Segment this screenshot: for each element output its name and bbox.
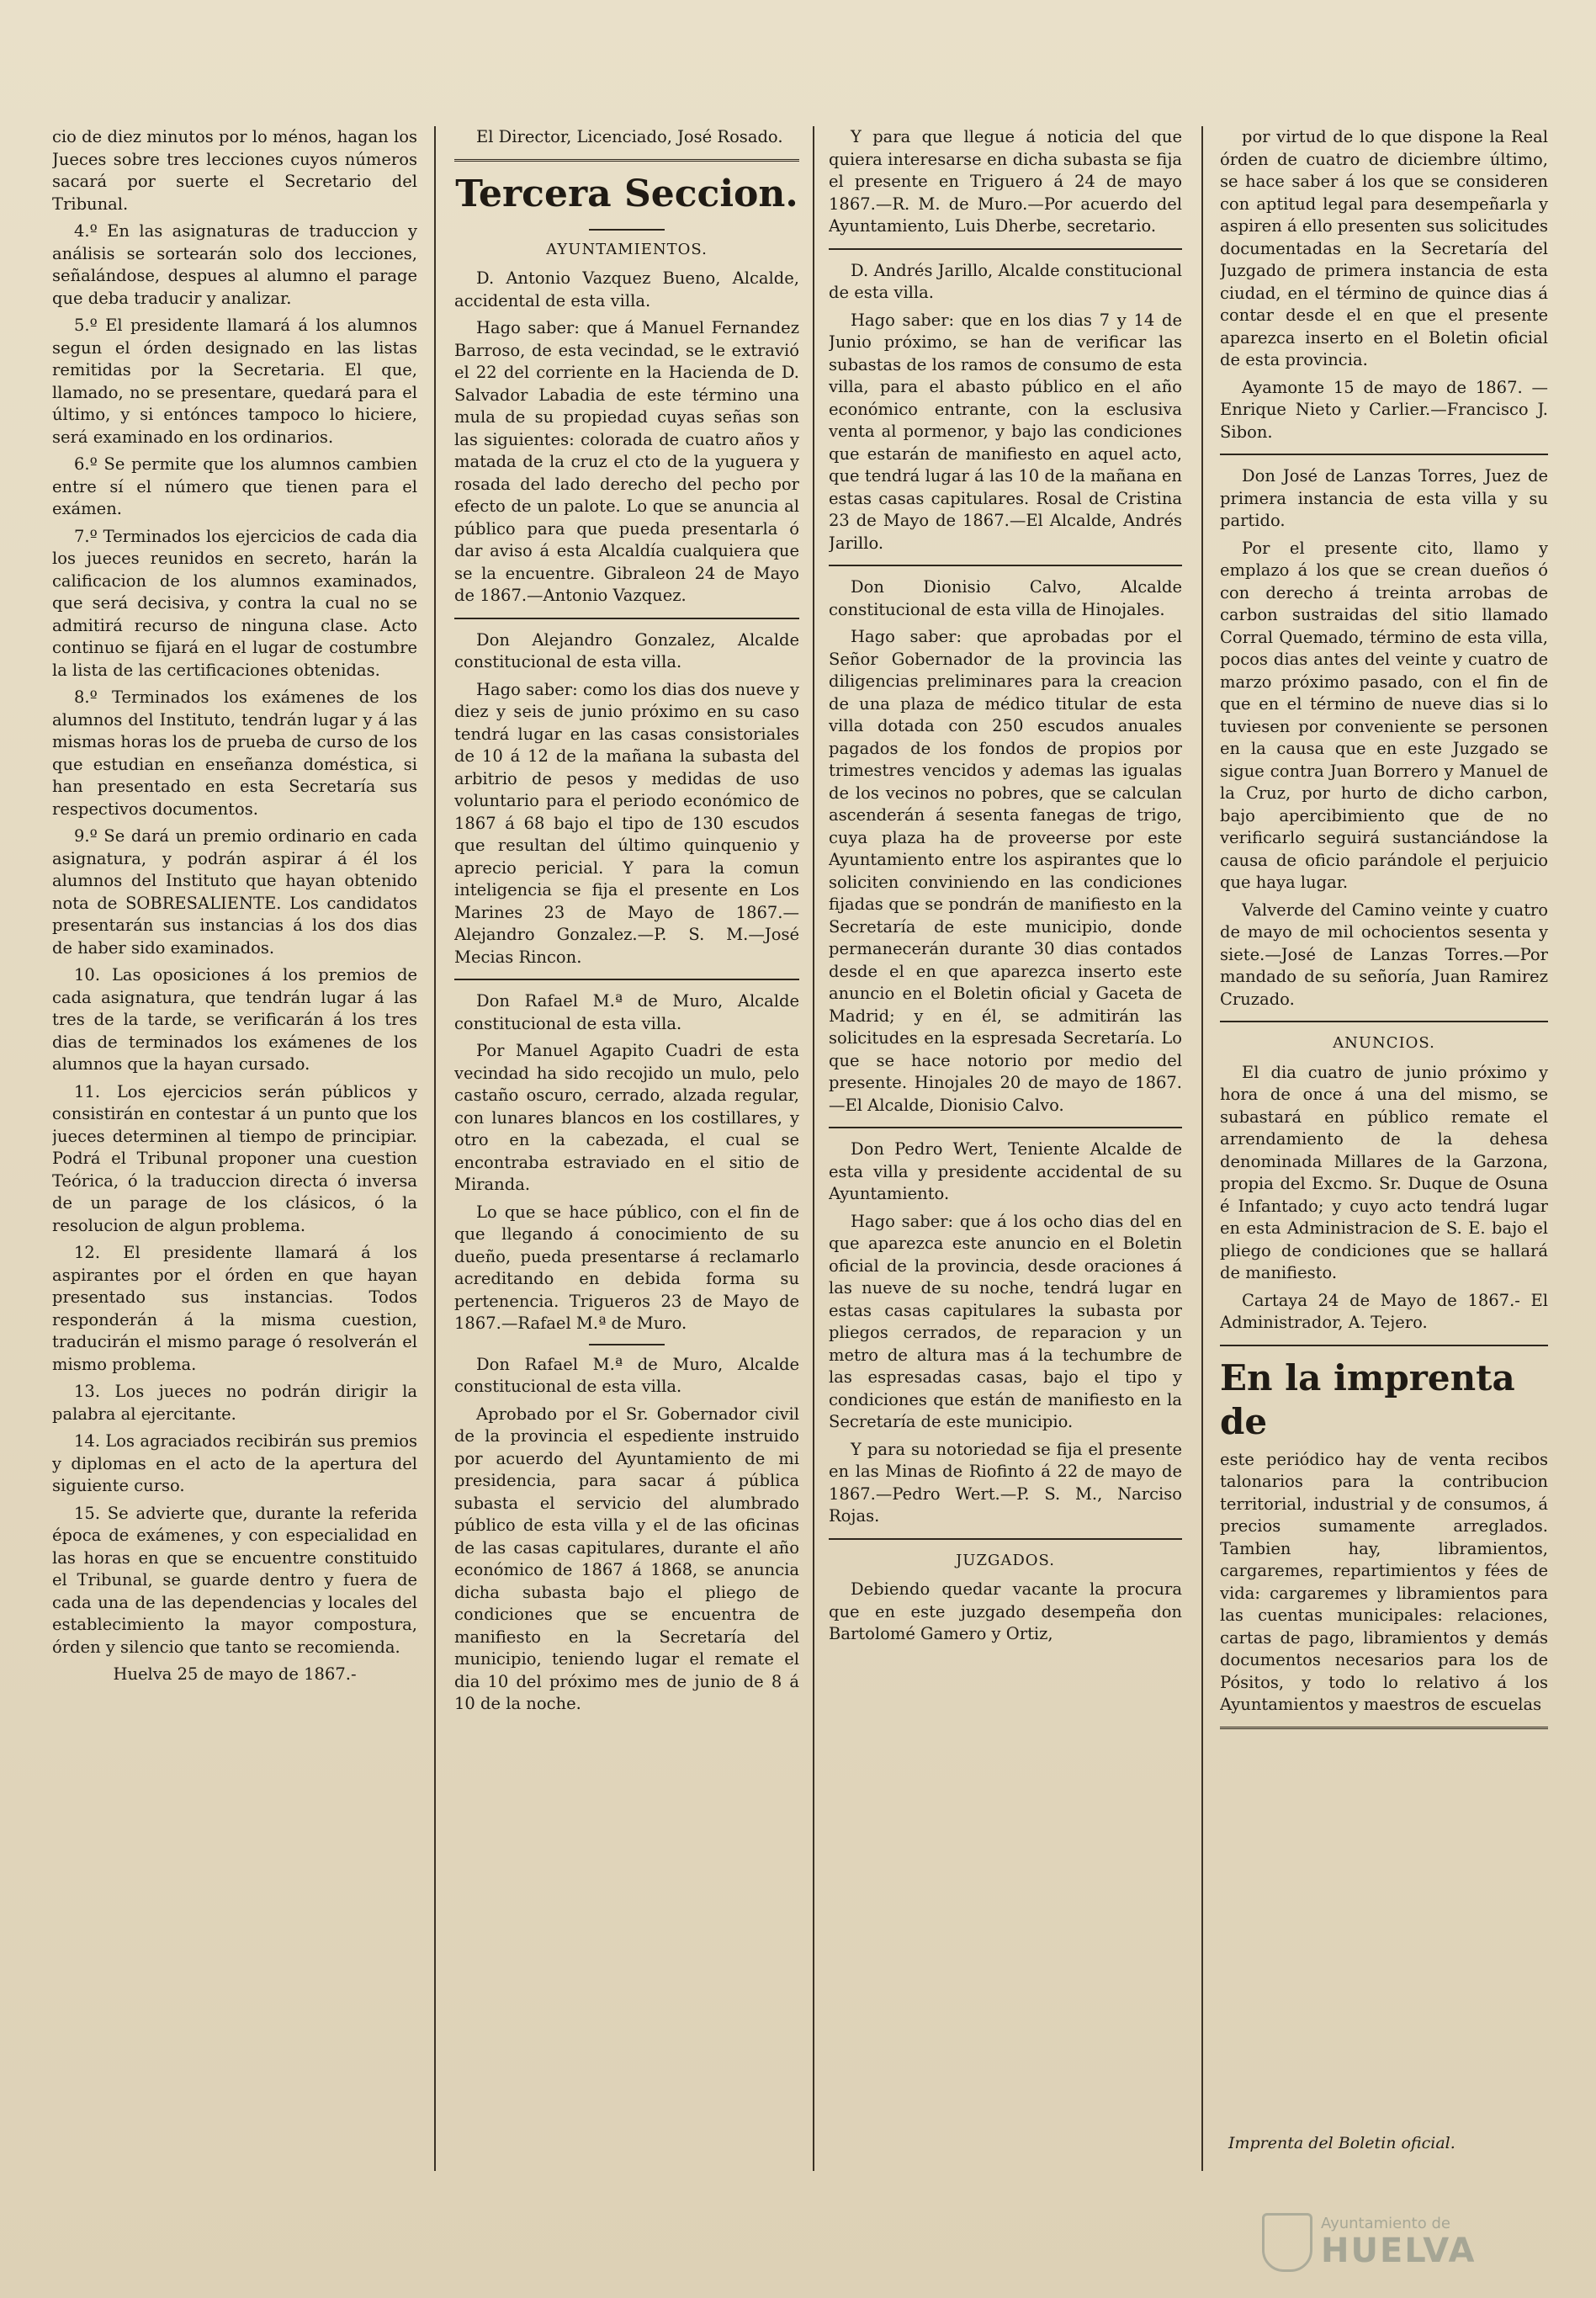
paragraph: Debiendo quedar vacante la procura que en este juzgado desempeña don Bartolomé Gamero y Ortiz, — [829, 1579, 1182, 1643]
column-3 — [829, 126, 1182, 2163]
paragraph: 5.º El presidente llamará á los alumnos segun el órden designado en las listas remitidas por la Secretaria. El que, llamado, no se presentare, quedará para el último, y si entónces tampoco lo hiciere, será examinado en los ordinarios. — [52, 316, 417, 447]
divider — [454, 979, 799, 980]
paragraph: El dia cuatro de junio próximo y hora de once á una del mismo, se subastará en público remate el arrendamiento de la dehesa denominada Millares de la Garzona, propia del Excmo. Sr. Duque de Osuna é Infantado; y cuyo acto tendrá lugar en esta Administracion de S. E. bajo el pliego de condiciones que se hallará de manifiesto. — [1220, 1062, 1548, 1282]
section-subtitle: AYUNTAMIENTOS. — [546, 240, 708, 258]
paragraph: 9.º Se dará un premio ordinario en cada asignatura, y podrán aspirar á él los alumnos del Instituto que hayan obtenido nota de SOBRESALIENTE. Los candidatos presentarán sus instancias á los dos dias de haber sido examinados. — [52, 826, 417, 958]
paragraph: Aprobado por el Sr. Gobernador civil de la provincia el espediente instruido por acuerdo del Ayuntamiento de mi presidencia, para sacar á pública subasta el servicio del alumbrado público de esta villa y el de las oficinas de las casas capitulares, durante el año económico de 1867 á 1868, se anuncia dicha subasta bajo el pliego de condiciones que se encuentra de manifiesto en la Secretaría del municipio, teniendo lugar el remate el dia 10 del próximo mes de junio de 8 á 10 de la noche. — [454, 1404, 799, 1713]
paragraph: 8.º Terminados los exámenes de los alumnos del Instituto, tendrán lugar y á las mismas horas los de prueba de curso de los que estudian en enseñanza doméstica, si han presentado en esta Secretaría sus respectivos documentos. — [52, 687, 417, 819]
paragraph: Hago saber: que en los dias 7 y 14 de Junio próximo, se han de verificar las subastas de los ramos de consumo de esta villa, para el abasto público en el año económico entrante, con la esclusiva venta al pormenor, y bajo las condiciones que estarán de manifiesto en aquel acto, que tendrá lugar á las 10 de la mañana en estas casas capitulares. Rosal de Cristina 23 de Mayo de 1867.—El Alcalde, Andrés Jarillo. — [829, 310, 1182, 553]
divider — [1220, 454, 1548, 455]
paragraph: Hago saber: que á los ocho dias del en que aparezca este anuncio en el Boletin oficial de la provincia, desde oraciones á las nueve de su noche, tendrá lugar en estas casas capitulares la subasta por pliegos cerrados, de reparacion y un metro de altura mas á la techumbre de las espresadas casas, bajo el tipo y condiciones que están de manifiesto en la Secretaría de este municipio. — [829, 1211, 1182, 1431]
notice-heading: Don Dionisio Calvo, Alcalde constitucional de esta villa de Hinojales. — [829, 577, 1182, 619]
paragraph: cio de diez minutos por lo ménos, hagan los Jueces sobre tres lecciones cuyos números sacará por suerte el Secretario del Tribunal. — [52, 127, 417, 214]
signature: Cartaya 24 de Mayo de 1867.- El Administrador, A. Tejero. — [1220, 1290, 1548, 1332]
column-4 — [1220, 126, 1548, 2163]
divider — [454, 159, 799, 162]
divider — [1220, 1021, 1548, 1022]
paragraph: Lo que se hace público, con el fin de que llegando á conocimiento de su dueño, pueda presentarse á reclamarlo acreditando en debida forma su pertenencia. Trigueros 23 de Mayo de 1867.—Rafael M.ª de Muro. — [454, 1202, 799, 1333]
paragraph: 15. Se advierte que, durante la referida época de exámenes, y con especialidad en las horas en que se encuentre constituido el Tribunal, se guarde dentro y fuera de cada una de las dependencias y locales del establecimiento la mayor compostura, órden y silencio que tanto se recomienda. — [52, 1503, 417, 1657]
column-divider — [1201, 126, 1203, 2171]
section-title: Tercera Seccion. — [455, 172, 798, 215]
imprint: Imprenta del Boletin oficial. — [1228, 2134, 1455, 2152]
paragraph: Hago saber: que aprobadas por el Señor Gobernador de la provincia las diligencias preliminares para la creacion de una plaza de médico titular de esta villa dotada con 250 escudos anuales pagados de los fondos de propios por trimestres vencidos y ademas las igualas de los vecinos no pobres, que se calculan ascenderán á sesenta fanegas de trigo, cuya plaza ha de proveerse por este Ayuntamiento entre los aspirantes que lo soliciten conviniendo en las condiciones fijadas que se pondrán de manifiesto en la Secretaría de este municipio, donde permanecerán durante 30 dias contados desde el en que aparezca inserto este anuncio en el Boletin oficial y Gaceta de Madrid; y en él, se admitirán las solicitudes en la espresada Secretaría. Lo que se hace notorio por medio del presente. Hinojales 20 de mayo de 1867.—El Alcalde, Dionisio Calvo. — [829, 627, 1182, 1115]
column-1 — [52, 126, 417, 2163]
paragraph: Y para su notoriedad se fija el presente en las Minas de Riofinto á 22 de mayo de 1867.—Pedro Wert.—P. S. M., Narciso Rojas. — [829, 1439, 1182, 1526]
notice-heading: Don Rafael M.ª de Muro, Alcalde constitucional de esta villa. — [454, 991, 799, 1033]
signature: Ayamonte 15 de mayo de 1867. —Enrique Nieto y Carlier.—Francisco J. Sibon. — [1220, 377, 1548, 442]
notice-heading: Don Alejandro Gonzalez, Alcalde constitucional de esta villa. — [454, 629, 799, 671]
divider — [829, 1538, 1182, 1540]
paragraph: 6.º Se permite que los alumnos cambien entre sí el número que tienen para el exámen. — [52, 454, 417, 518]
seal-line-2: HUELVA — [1321, 2232, 1477, 2270]
paragraph: 11. Los ejercicios serán públicos y consistirán en contestar á un punto que los jueces determinen al tiempo de principiar. Podrá el Tribunal proponer una cuestion Teórica, ó la traduccion directa ó inversa de un parage de los clásicos, ó la resolucion de algun problema. — [52, 1081, 417, 1235]
watermark-seal — [1262, 2213, 1565, 2272]
paragraph: Valverde del Camino veinte y cuatro de mayo de mil ochocientos sesenta y siete.—José de Lanzas Torres.—Por mandado de su señoría, Juan Ramirez Cruzado. — [1220, 900, 1548, 1009]
paragraph: 14. Los agraciados recibirán sus premios y diplomas en el acto de la apertura del siguiente curso. — [52, 1431, 417, 1495]
paragraph: 12. El presidente llamará á los aspirantes por el órden en que hayan presentado sus instancias. Todos responderán á la misma cuestion, traducirán el mismo parage ó resolverán el mismo problema. — [52, 1243, 417, 1374]
divider — [829, 565, 1182, 566]
column-2 — [454, 126, 799, 2163]
notice-heading: D. Antonio Vazquez Bueno, Alcalde, accidental de esta villa. — [454, 268, 799, 310]
column-divider — [813, 126, 814, 2171]
notice-heading: Don Pedro Wert, Teniente Alcalde de esta villa y presidente accidental de su Ayuntamiento. — [829, 1139, 1182, 1203]
coat-of-arms-icon — [1262, 2213, 1312, 2272]
signature-date: Huelva 25 de mayo de 1867.- — [113, 1664, 357, 1684]
paragraph: 10. Las oposiciones á los premios de cada asignatura, que tendrán lugar á las tres de la tarde, se verificarán á los tres dias de terminados los exámenes de los alumnos que la hayan cursado. — [52, 965, 417, 1074]
divider — [589, 1344, 665, 1345]
paragraph: Por Manuel Agapito Cuadri de esta vecindad ha sido recojido un mulo, pelo castaño oscuro, cerrado, alzada regular, con lunares blancos en los costillares, y otro en la cabezada, el cual se encontraba estraviado en el sitio de Miranda. — [454, 1041, 799, 1194]
seal-line-1: Ayuntamiento de — [1321, 2215, 1450, 2232]
paragraph: Hago saber: como los dias dos nueve y diez y seis de junio próximo en su caso tendrá lugar en las casas consistoriales de 10 á 12 de la mañana la subasta del arbitrio de pesos y medidas de uso voluntario para el periodo económico de 1867 á 68 bajo el tipo de 130 escudos que resultan del último quinquenio y aprecio pericial. Y para la comun inteligencia se fija el presente en Los Marines 23 de Mayo de 1867.—Alejandro Gonzalez.—P. S. M.—José Mecias Rincon. — [454, 679, 799, 967]
signature: El Director, Licenciado, José Rosado. — [476, 127, 783, 146]
paragraph: 7.º Terminados los ejercicios de cada dia los jueces reunidos en secreto, harán la calificacion de los alumnos examinados, que será decisiva, y contra la cual no se admitirá recurso de ninguna clase. Acto continuo se fijará en el lugar de costumbre la lista de las certificaciones obtenidas. — [52, 526, 417, 680]
divider — [589, 229, 665, 231]
divider — [1220, 1727, 1548, 1729]
notice-heading: D. Andrés Jarillo, Alcalde constitucional de esta villa. — [829, 260, 1182, 302]
advert-title: En la imprenta de — [1220, 1356, 1515, 1442]
paragraph: por virtud de lo que dispone la Real órden de cuatro de diciembre último, se hace saber á los que se consideren con aptitud legal para desempeñarla y aspiren á ello presenten sus solicitudes documentadas en la Secretaría del Juzgado de primera instancia de esta ciudad, en el término de quince dias á contar desde el en que el presente aparezca inserto en el Boletin oficial de esta provincia. — [1220, 127, 1548, 369]
paragraph: 13. Los jueces no podrán dirigir la palabra al ejercitante. — [52, 1382, 417, 1424]
divider — [829, 248, 1182, 250]
notice-heading: Don Rafael M.ª de Muro, Alcalde constitucional de esta villa. — [454, 1354, 799, 1396]
paragraph: 4.º En las asignaturas de traduccion y análisis se sortearán solo dos lecciones, señalándose, despues al alumno el parage que deba traducir y analizar. — [52, 221, 417, 308]
paragraph: Y para que llegue á noticia del que quiera interesarse en dicha subasta se fija el presente en Triguero á 24 de mayo 1867.—R. M. de Muro.—Por acuerdo del Ayuntamiento, Luis Dherbe, secretario. — [829, 127, 1182, 236]
paragraph: Hago saber: que á Manuel Fernandez Barroso, de esta vecindad, se le extravió el 22 del corriente en la Hacienda de D. Salvador Labadia de este término una mula de su propiedad cuyas señas son las siguientes: colorada de cuatro años y matada de la cruz el cto de la yuguera y rosada del lado derecho del pecho por efecto de un palote. Lo que se anuncia al público para que pueda presentarla ó dar aviso á esta Alcaldía cualquiera que se la encuentre. Gibraleon 24 de Mayo de 1867.—Antonio Vazquez. — [454, 318, 799, 605]
divider — [1220, 1345, 1548, 1346]
column-divider — [434, 126, 436, 2171]
paragraph: Por el presente cito, llamo y emplazo á los que se crean dueños ó con derecho á treinta arrobas de carbon sustraidas del sitio llamado Corral Quemado, término de esta villa, pocos dias antes del veinte y cuatro de marzo próximo pasado, con el fin de que en el término de nueve dias si lo tuviesen por conveniente se personen en la causa que en este Juzgado se sigue contra Juan Borrero y Manuel de la Cruz, por hurto de dicho carbon, bajo apercibimiento que de no verificarlo seguirá sustanciándose la causa de oficio parándole el perjuicio que haya lugar. — [1220, 538, 1548, 892]
divider — [454, 618, 799, 619]
notice-heading: Don José de Lanzas Torres, Juez de primera instancia de esta villa y su partido. — [1220, 466, 1548, 530]
section-subtitle: ANUNCIOS. — [1333, 1034, 1435, 1052]
paragraph: este periódico hay de venta recibos talonarios para la contribucion territorial, industrial y de consumos, á precios sumamente arreglados. Tambien hay, libramientos, cargaremes, repartimientos y fées de vida: cargaremes y libramientos para las cuentas municipales: relaciones, cartas de pago, libramientos y demás documentos necesarios para los de Pósitos, y todo lo relativo á los Ayuntamientos y maestros de escuelas — [1220, 1449, 1548, 1714]
section-subtitle: JUZGADOS. — [956, 1551, 1055, 1569]
divider — [829, 1127, 1182, 1128]
